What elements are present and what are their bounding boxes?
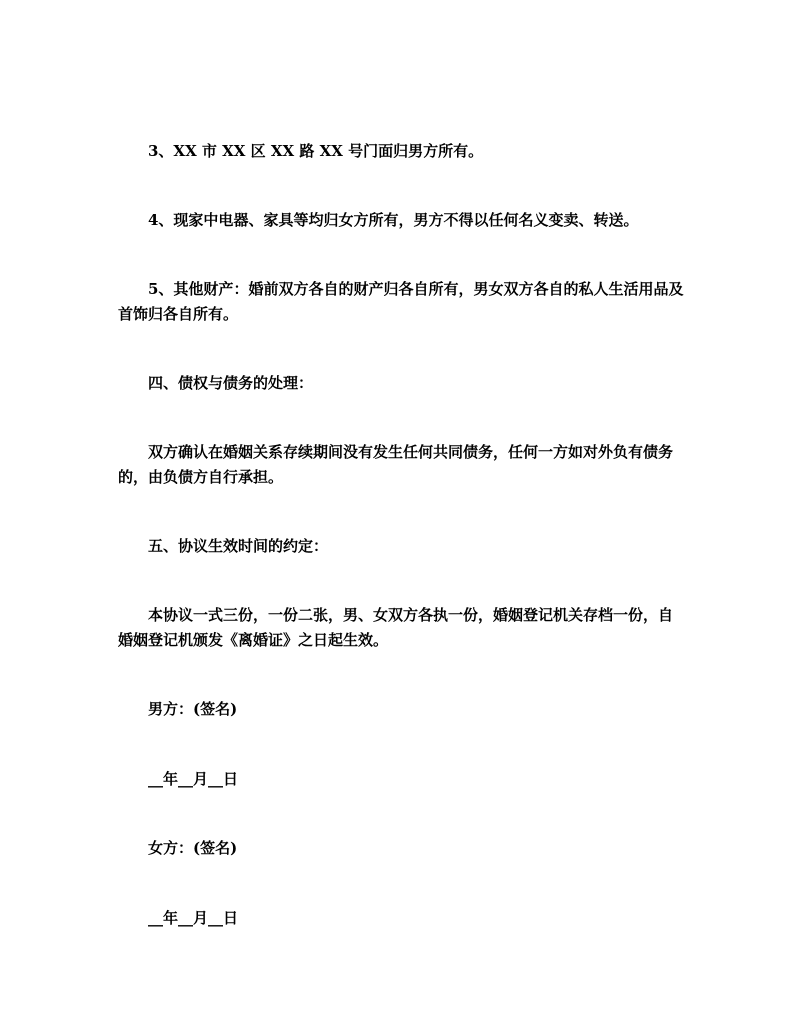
male-date-line: __年__月__日 [148,770,239,788]
debt-clause: 双方确认在婚姻关系存续期间没有发生任何共同债务，任何一方如对外负有债务的，由负债方自行承担。 [118,443,674,486]
female-date-line: __年__月__日 [148,909,239,927]
clause-4-appliances-furniture: 4、现家中电器、家具等均归女方所有，男方不得以任何名义变卖、转送。 [148,211,639,229]
female-signature-line: 女方：(签名) [148,839,238,857]
clause-5-other-property: 5、其他财产：婚前双方各自的财产归各自所有，男女双方各自的私人生活用品及首饰归各自所有。 [118,280,684,323]
section-4-heading: 四、债权与债务的处理： [148,374,314,392]
clause-3-storefront: 3、XX 市 XX 区 XX 路 XX 号门面归男方所有。 [148,142,484,160]
effective-clause: 本协议一式三份，一份二张，男、女双方各执一份，婚姻登记机关存档一份，自婚姻登记机颁发《离婚证》之日起生效。 [118,606,674,649]
male-signature-line: 男方：(签名) [148,700,238,718]
section-5-heading: 五、协议生效时间的约定： [148,537,329,555]
